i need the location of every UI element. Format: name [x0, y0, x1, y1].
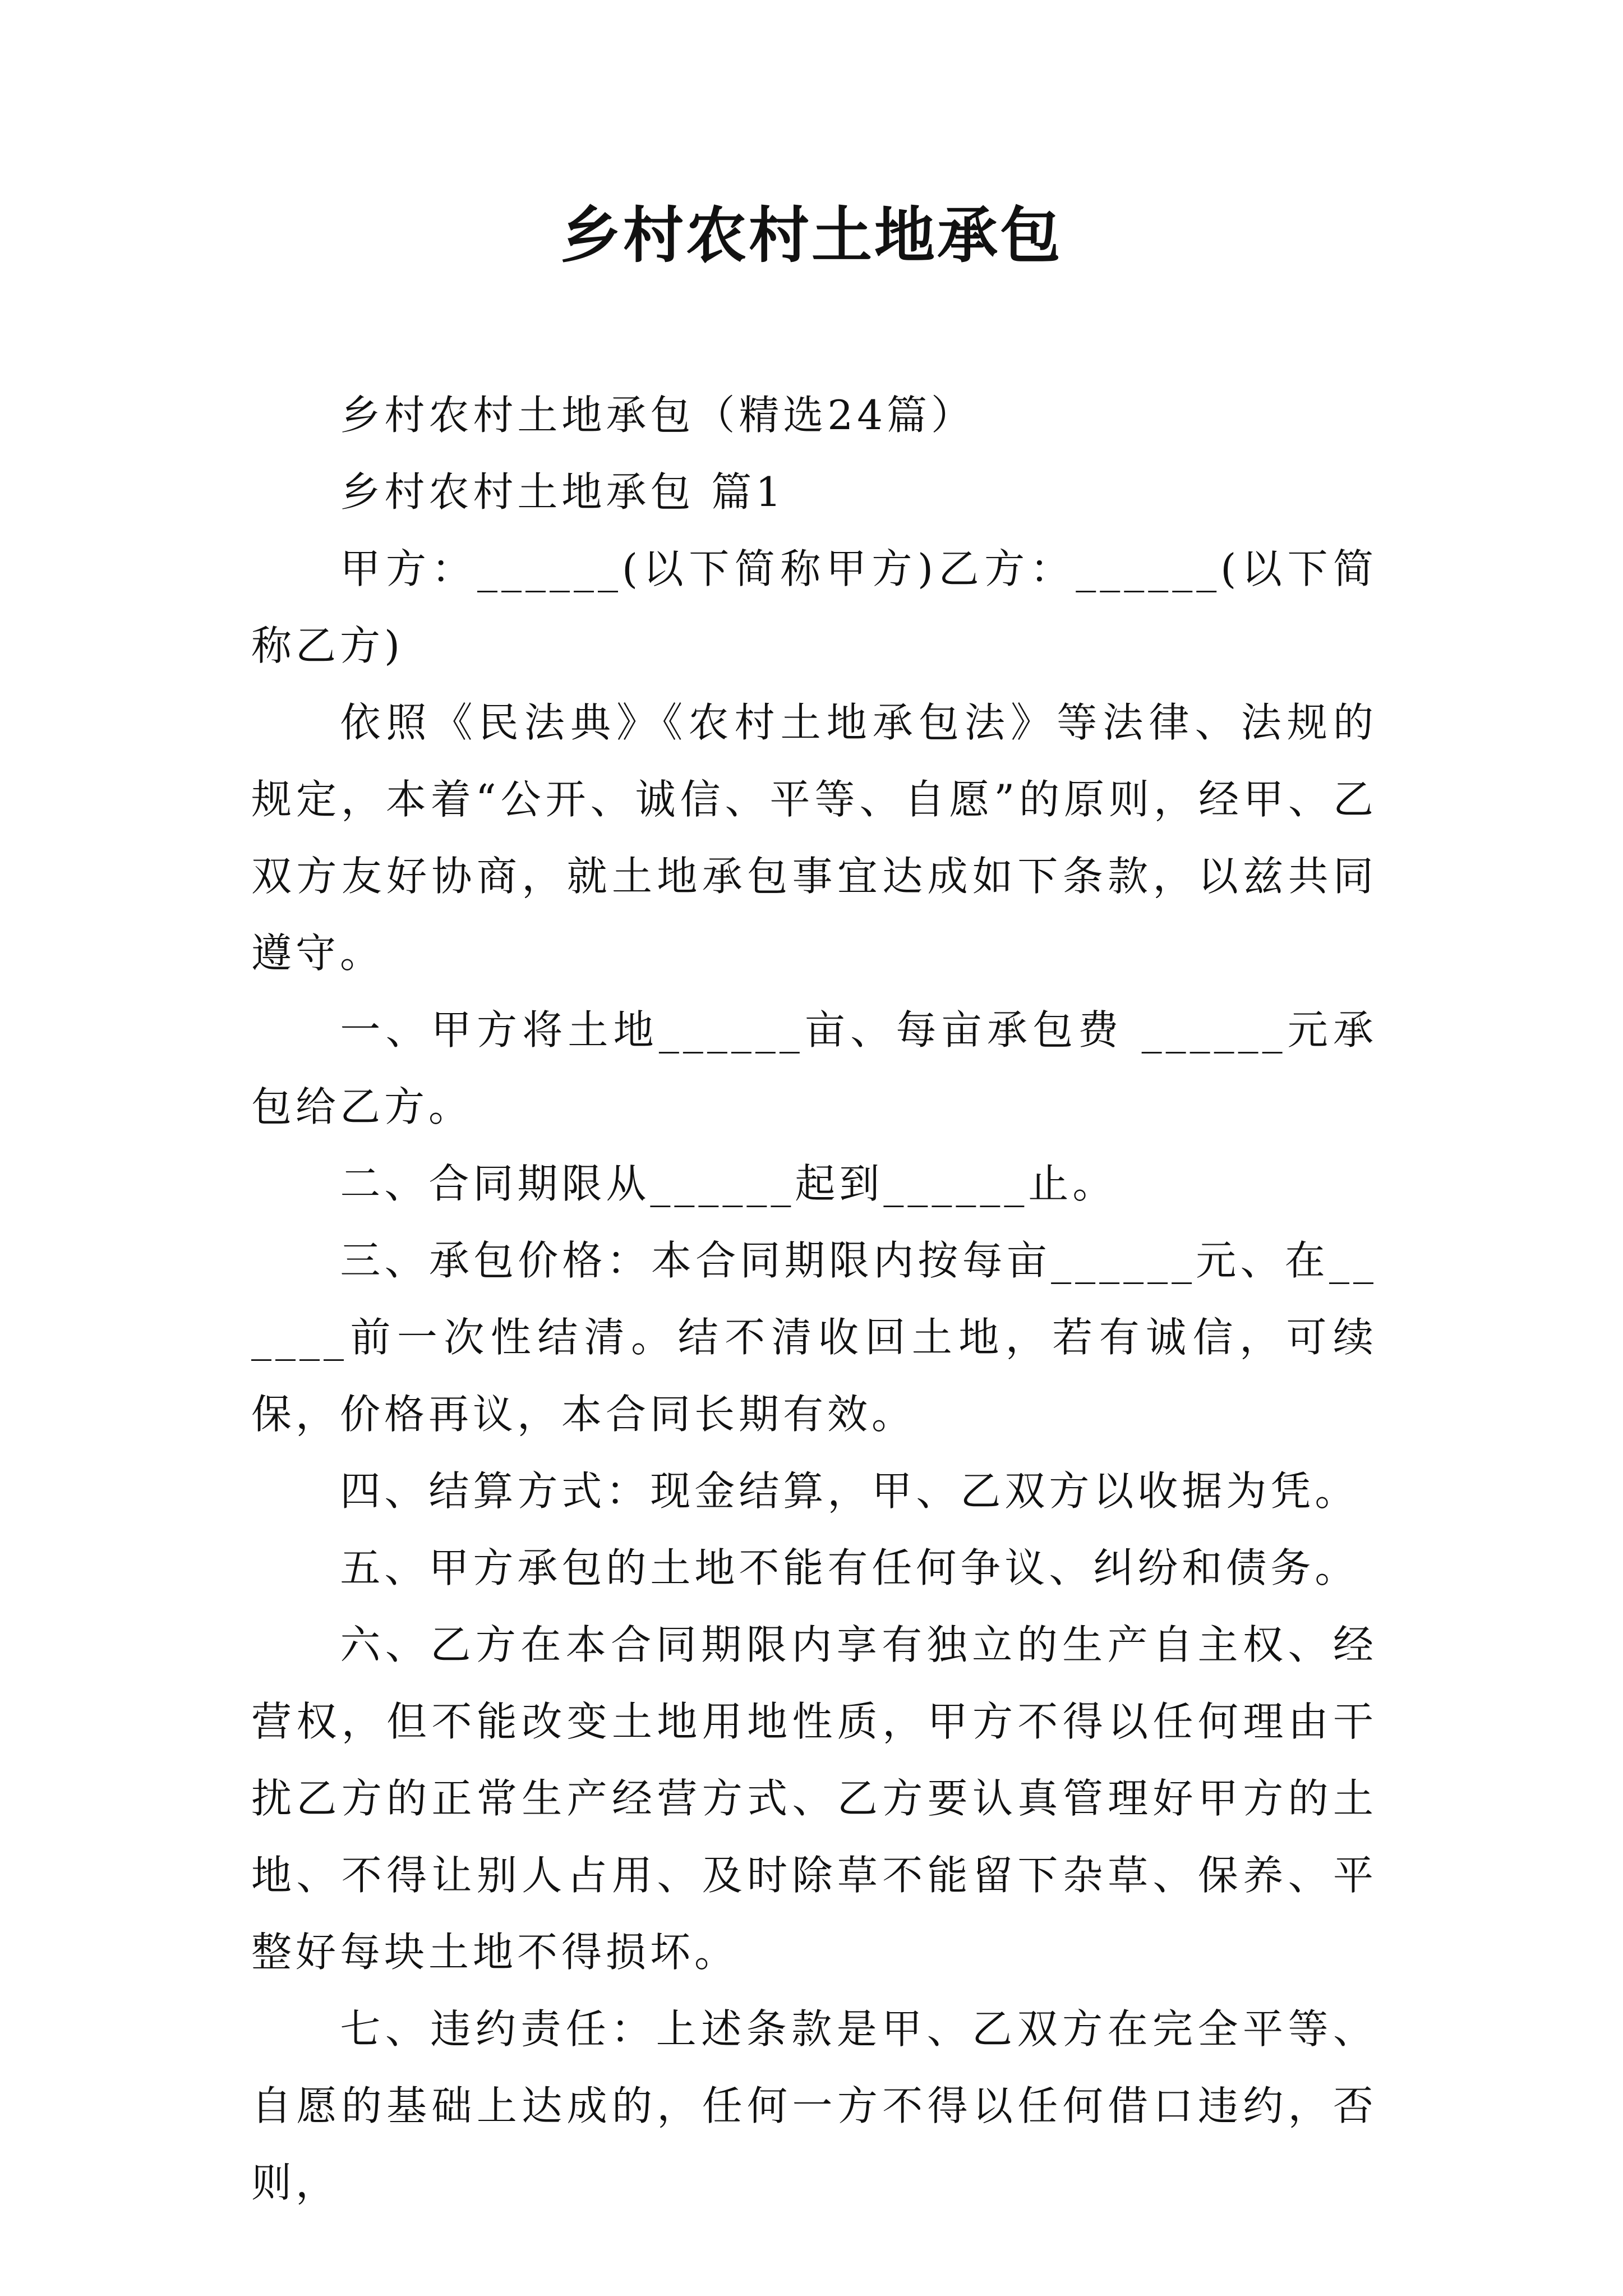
clause-7: 七、违约责任：上述条款是甲、乙双方在完全平等、自愿的基础上达成的，任何一方不得以任何借口违约，否则， — [251, 2005, 1377, 2206]
paragraph-parties: 甲方：______(以下简称甲方)乙方：______(以下简称乙方) — [251, 545, 1377, 669]
clause-2: 二、合同期限从______起到______止。 — [340, 1160, 1117, 1207]
paragraph-preamble: 依照《民法典》《农村土地承包法》等法律、法规的规定，本着“公开、诚信、平等、自愿”的原则，经甲、乙双方友好协商，就土地承包事宜达成如下条款，以兹共同遵守。 — [251, 699, 1377, 977]
clause-6: 六、乙方在本合同期限内享有独立的生产自主权、经营权，但不能改变土地用地性质，甲方不得以任何理由干扰乙方的正常生产经营方式、乙方要认真管理好甲方的土地、不得让别人占用、及时除草不能留下杂草、保养、平整好每块土地不得损坏。 — [251, 1621, 1377, 1976]
clause-3: 三、承包价格：本合同期限内按每亩______元、在______前一次性结清。结不清收回土地，若有诚信，可续保，价格再议，本合同长期有效。 — [251, 1237, 1377, 1438]
clause-4: 四、结算方式：现金结算，甲、乙双方以收据为凭。 — [340, 1467, 1359, 1515]
paragraph-subtitle: 乡村农村土地承包（精选24篇） — [340, 392, 976, 439]
clause-1: 一、甲方将土地______亩、每亩承包费 ______元承包给乙方。 — [251, 1006, 1377, 1130]
paragraph-section-heading: 乡村农村土地承包 篇1 — [340, 468, 786, 516]
document-body — [251, 377, 1377, 2221]
document-title: 乡村农村土地承包 — [560, 200, 1063, 271]
clause-5: 五、甲方承包的土地不能有任何争议、纠纷和债务。 — [340, 1544, 1359, 1591]
